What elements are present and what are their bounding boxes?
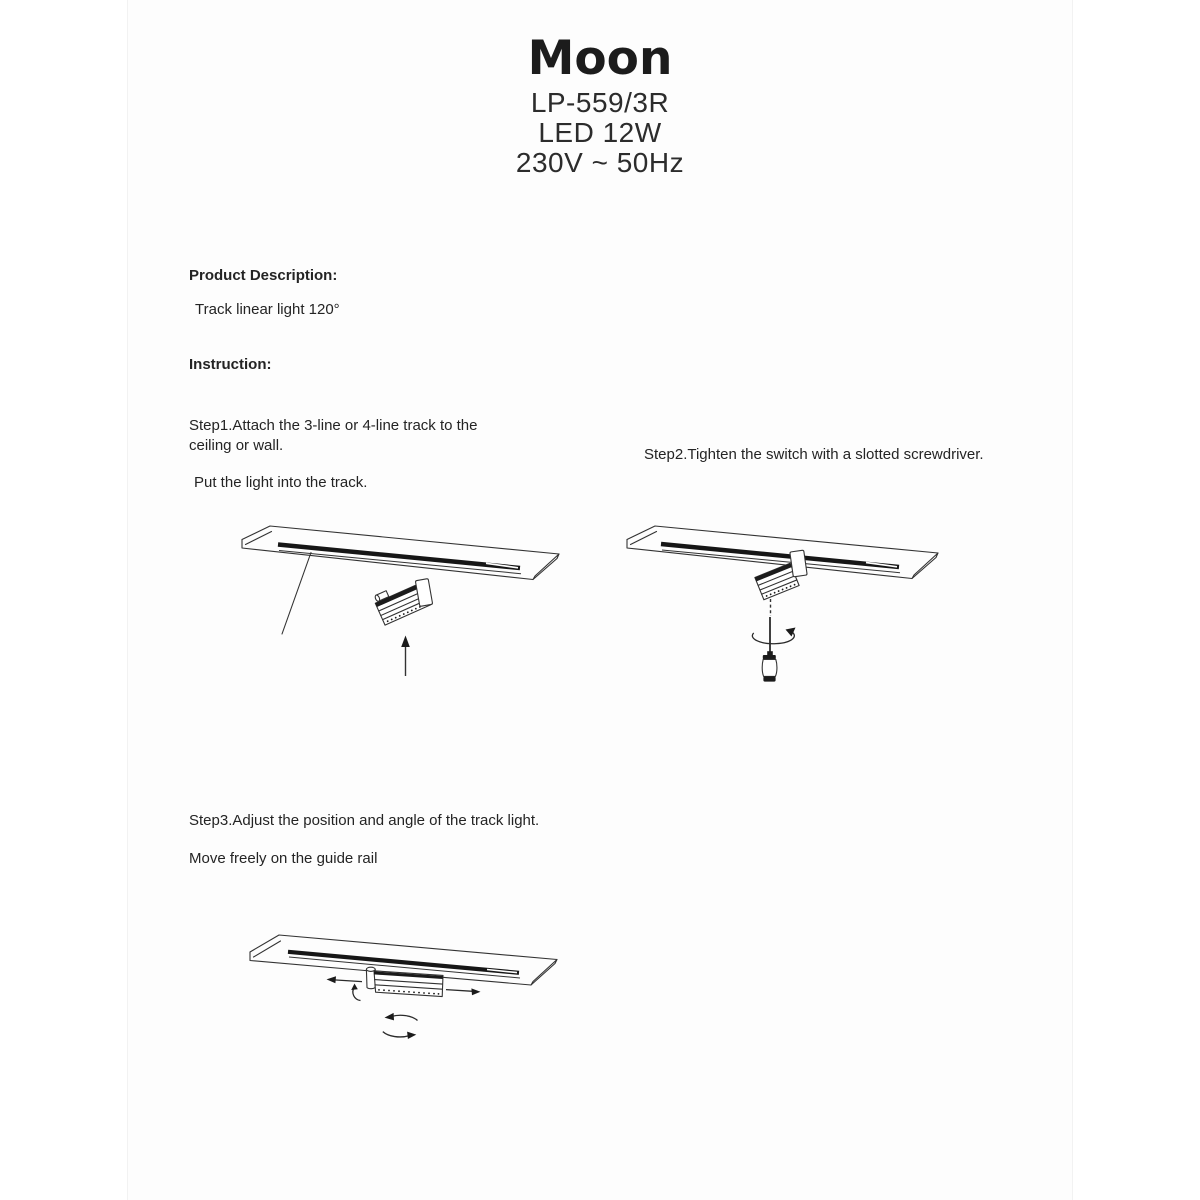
product-description-label: Product Description: [189,267,338,284]
step1-text: Step1.Attach the 3-line or 4-line track to the ceiling or wall. [189,417,478,454]
swivel-arrow-icon [351,984,360,1001]
voltage-spec: 230V ~ 50Hz [515,147,685,178]
screwdriver-icon [762,599,777,682]
move-right-arrow-icon [446,988,481,995]
brand-title: Moon [527,31,673,86]
track-rail [242,526,559,580]
step2-text: Step2.Tighten the switch with a slotted screwdriver. [644,446,984,463]
step3-text: Step3.Adjust the position and angle of the track light. [189,812,540,829]
step1-diagram [226,515,576,690]
light-fixture [366,967,443,996]
wattage-spec: LED 12W [538,117,662,148]
step1-note: Put the light into the track. [194,474,368,491]
product-specs [128,88,1072,178]
step3-note: Move freely on the guide rail [189,850,378,867]
instruction-label: Instruction: [189,356,272,373]
rotation-cycle-icon [383,1013,418,1039]
step2-diagram [611,515,971,700]
insert-up-arrow-icon [401,636,410,677]
leader-line [282,553,311,635]
light-fixture [372,576,432,625]
product-header [128,31,1072,178]
product-description-text: Track linear light 120° [195,301,340,318]
move-left-arrow-icon [327,976,363,983]
rotate-arrow-icon [752,628,795,644]
document-page [127,0,1073,1200]
step3-diagram [241,925,586,1055]
model-number: LP-559/3R [530,87,670,118]
